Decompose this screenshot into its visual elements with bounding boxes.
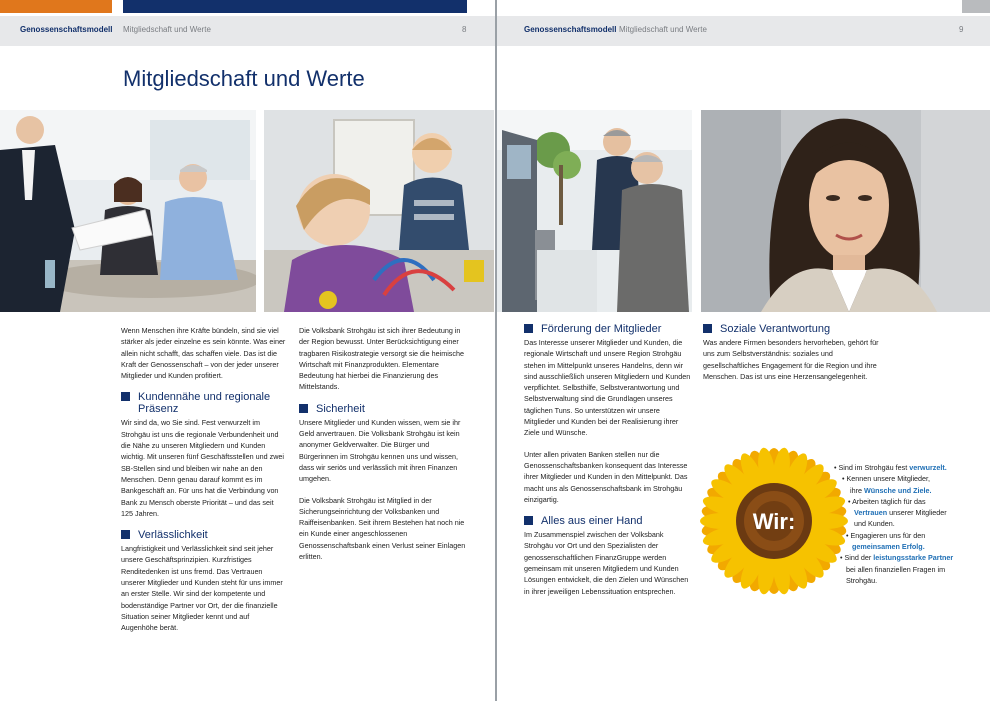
header-chapter-left: Mitgliedschaft und Werte [123,25,211,34]
wir-bullet-3-highlight: Vertrauen [854,508,888,518]
photo-meeting [0,110,256,312]
header-accent-grey [962,0,990,13]
page-gutter [495,0,497,701]
heading-square-icon [121,392,130,401]
heading-verlaesslichkeit [121,529,286,541]
wir-bullet-5-cont-text: bei allen finanziellen Fragen im [846,564,946,574]
heading-foerderung-label: Förderung der Mitglieder [541,323,662,335]
col3-text3: Im Zusammenspiel zwischen der Volksbank Strohgäu vor Ort und den Spezialisten der genossenschaftlichen FinanzGruppe werden gemeinsam mit unseren Mitgliedern und Kunden Lösungen entwickelt, die den Zielen und Wünschen in ihrer jeweiligen Lebenssituation entsprechen. [524,530,689,596]
heading-sicherheit [299,403,467,415]
wir-bullet-2-text: • Kennen unsere Mitglieder, [842,474,931,484]
heading-square-icon [121,530,130,539]
wir-bullet-2 [834,473,984,484]
wir-bullet-4-highlight: gemeinsamen Erfolg. [852,542,925,552]
wir-bullet-3-end [834,518,984,529]
wir-bullet-5-text: • Sind der [840,553,874,563]
wir-bullet-3-cont [834,507,984,518]
heading-square-icon [299,404,308,413]
photo-child [264,110,494,312]
wir-bullet-2-cont [834,485,984,496]
col3-text2: Unter allen privaten Banken stellen nur die Genossenschaftsbanken konsequent das Interesse ihrer Mitglieder und Kunden in den Mittelpunkt. Das macht uns als Genossenschaftsbank im Strohgäu einzigartig. [524,449,688,504]
wir-bullet-5-highlight: leistungsstarke Partner [873,553,954,563]
wir-bullet-3-post: unserer Mitglieder [887,508,947,518]
heading-kundennaehe [121,391,286,415]
text-column-4 [703,323,883,392]
page-number-left: 8 [462,25,467,34]
photo-portrait [701,110,990,312]
heading-soziale-verantwortung [703,323,883,335]
text-column-2 [299,325,467,572]
wir-bullet-2-highlight: Wünsche und Ziele. [863,485,932,495]
heading-foerderung [524,323,692,335]
col3-text1: Das Interesse unserer Mitglieder und Kunden, die regionale Wirtschaft und unsere Region Strohgäu stehen im Mittelpunkt unseres Handelns, denn wir sind ausschließlich unseren Mitgliedern und Kunden verpflichtet. Selbsthilfe, Selbstverantwortung und Selbstverwaltung sind die Grundlagen unseres täglichen Tuns. So unterstützen wir unsere Mitglieder und Kunden bei der Realisierung ihrer Ziele und Wünsche. [524,338,691,438]
wir-bullet-4 [834,530,984,541]
col2-text2: Die Volksbank Strohgäu ist Mitglied in der Sicherungseinrichtung der Volksbanken und Raiffeisenbanken. Seit ihrem Bestehen hat noch nie ein Kunde einer angeschlossenen Genossenschaftsbank einen Verlust seiner Einlagen erlitten. [299,495,466,562]
wir-bullet-1 [834,462,984,473]
header-section-left: Genossenschaftsmodell [20,25,113,34]
sunflower-label: Wir: [752,509,796,534]
wir-bullet-1-text: • Sind im Strohgäu fest [834,463,910,472]
heading-square-icon [524,324,533,333]
heading-alles-label: Alles aus einer Hand [541,515,643,528]
wir-bullet-5-end-text: Strohgäu. [846,575,878,585]
wir-bullet-4-cont [834,541,984,552]
text-column-3 [524,323,692,607]
col1-intro: Wenn Menschen ihre Kräfte bündeln, sind sie viel stärker als jeder einzelne es sein könnte. Was einer allein nicht schafft, das schaffen viele. Das ist die Kraft der Genossenschaft – von der jeder unserer Mitglieder und Kunden profitiert. [121,326,286,381]
wir-bullet-3 [834,496,984,507]
heading-soziale-label: Soziale Verantwortung [720,323,831,335]
wir-list [834,462,984,586]
heading-square-icon [524,516,533,525]
header-chapter-right: Mitgliedschaft und Werte [619,25,707,34]
heading-alles-aus-einer-hand [524,515,692,527]
col1-text2: Langfristigkeit und Verlässlichkeit sind seit jeher unsere Geschäftsprinzipien. Kurzfristiges Renditedenken ist uns fremd. Das Vertrauen unserer Mitglieder und Kunden steht für uns immer an erster Stelle. Wir sind der kompetente und bodenständige Partner vor Ort, der die finanzielle Situation seiner Mitglieder kennt und auf Augenhöhe berät. [121,544,283,633]
photo-advisor [497,110,692,312]
col1-text1: Wir sind da, wo Sie sind. Fest verwurzelt im Strohgäu ist uns die regionale Verbundenheit und die Nähe zu unseren Mitgliedern und Kunden wichtig. Mit unseren fünf Geschäftsstellen und zwei SB-Stellen sind und bleiben wir nahe an den Menschen. Denn genau darauf kommt es im Bankgeschäft an. Für uns hat die Verbindung von Bank zu Mensch oberste Priorität – und das seit 125 Jahren. [121,418,284,518]
wir-bullet-2-cont-text: ihre [850,485,864,495]
col2-intro: Die Volksbank Strohgäu ist sich ihrer Bedeutung in der Region bewusst. Unter Berücksichtigung einer tragbaren Risikostrategie versorgt sie die heimische Wirtschaft mit Finanzprodukten. Elementare Bedeutung hat hierbei die Finanzierung des Mittelstands. [299,326,464,392]
header-right [497,16,990,46]
wir-bullet-1-highlight: verwurzelt. [909,463,947,472]
sunflower-icon [700,447,848,595]
col4-text: Was andere Firmen besonders hervorheben, gehört für uns zum Selbstverständnis: soziales und gesellschaftliches Engagement für die Region und ihre Menschen. Das ist uns eine Herzensangelegenheit. [703,338,879,381]
wir-bullet-5-end [834,575,984,586]
page-number-right: 9 [959,25,964,34]
header-section-right: Genossenschaftsmodell [524,25,617,34]
sunflower-graphic [700,447,848,595]
header-accent-navy [123,0,467,13]
wir-bullet-5-cont [834,564,984,575]
text-column-1 [121,325,286,644]
wir-bullet-4-text: • Engagieren uns für den [846,530,926,540]
wir-bullet-5 [834,552,984,563]
page-title: Mitgliedschaft und Werte [123,66,365,91]
header-left [0,16,495,46]
wir-bullet-3-end-text: und Kunden. [854,519,895,529]
heading-kundennaehe-label: Kundennähe und regionale Präsenz [138,391,271,416]
heading-sicherheit-label: Sicherheit [316,402,365,415]
heading-verlaesslichkeit-label: Verlässlichkeit [138,529,208,542]
header-accent-orange [0,0,112,13]
col2-text1: Unsere Mitglieder und Kunden wissen, wem sie ihr Geld anvertrauen. Die Volksbank Strohgäu ist kein anonymer Geldverwalter. Die Bürger und Bürgerinnen im Strohgäu kennen uns und wissen, dass wir seriös und verlässlich mit ihren Finanzen umgehen. [299,417,461,484]
heading-square-icon [703,324,712,333]
wir-bullet-3-text: • Arbeiten täglich für das [848,496,926,506]
